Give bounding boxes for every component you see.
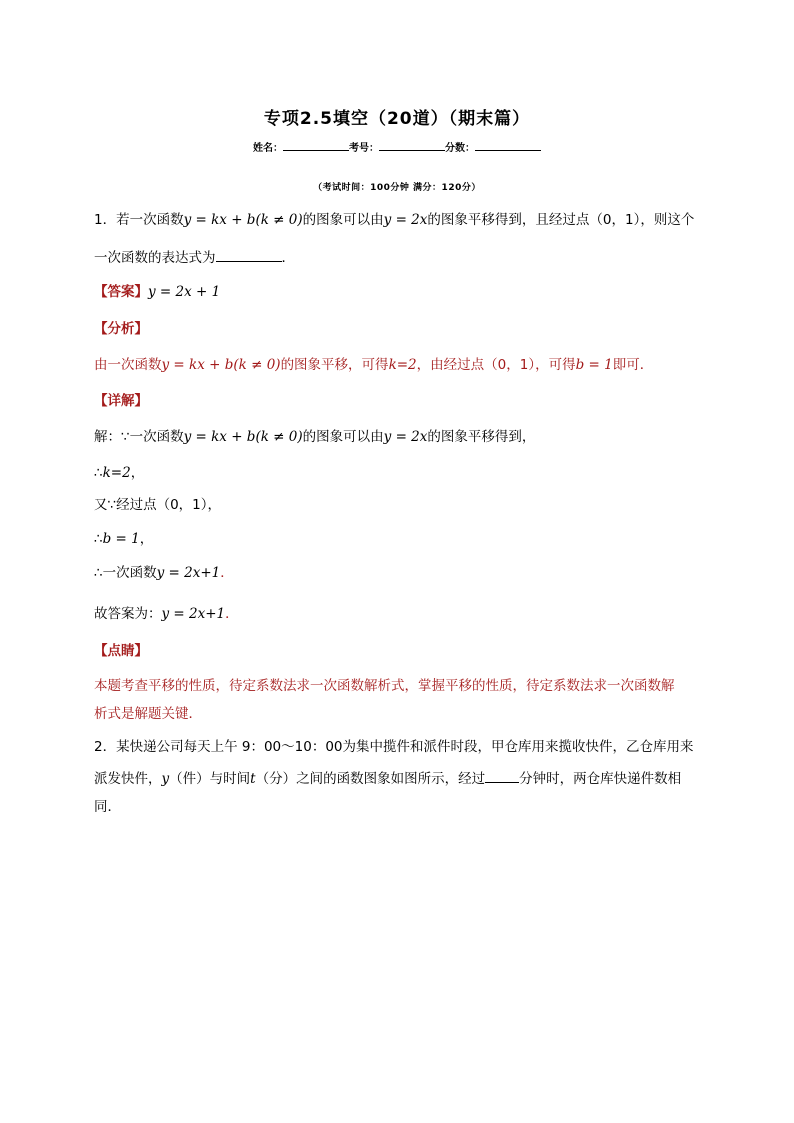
detail-line-2: ∴k=2， [94,465,145,481]
answer-tag: 【答案】 [94,284,148,300]
score-label: 分数： [445,143,475,154]
exam-no-label: 考号： [349,143,379,154]
detail-line-4: ∴b = 1， [94,531,154,547]
comment-line-1: 本题考查平移的性质，待定系数法求一次函数解析式，掌握平移的性质，待定系数法求一次函数解 [94,678,675,694]
answer-formula: y = 2x + 1 [148,284,221,300]
detail-line-6: 故答案为：y = 2x+1． [94,606,239,622]
q1-line-2: 一次函数的表达式为 ． [94,247,295,267]
document-title: 专项2.5填空（20道）（期末篇） [263,109,531,129]
detail-line-1: 解：∵一次函数y = kx + b(k ≠ 0)的图象可以由y = 2x的图象平移得到， [94,429,536,445]
score-blank [475,139,541,151]
answer-blank [485,768,519,783]
detail-line-5: ∴一次函数y = 2x+1． [94,565,234,581]
comment-tag: 【点睛】 [94,643,148,659]
math-formula: y = 2x [383,212,428,228]
q2-line-2: 派发快件，y（件）与时间t（分）之间的函数图象如图所示，经过 分钟时，两仓库快递件数相 [94,768,681,788]
detail-tag: 【详解】 [94,393,148,409]
q2-line-3: 同． [94,799,121,815]
name-blank [283,139,349,151]
analysis-text: 由一次函数y = kx + b(k ≠ 0)的图象平移，可得k=2，由经过点（0，1），可得b = 1即可． [94,357,654,373]
detail-line-3: 又∵经过点（0，1）， [94,497,222,513]
name-label: 姓名： [253,143,283,154]
q1-line-1: 1．若一次函数y = kx + b(k ≠ 0)的图象可以由y = 2x的图象平移得到，且经过点（0，1），则这个 [94,212,695,228]
exam-no-blank [379,139,445,151]
comment-line-2: 析式是解题关键． [94,706,202,722]
exam-note: （考试时间：100分钟 满分：120分） [313,183,481,193]
analysis-tag: 【分析】 [94,321,148,337]
student-info-line [0,139,794,154]
q2-line-1: 2．某快递公司每天上午 9：00～10：00为集中揽件和派件时段，甲仓库用来揽收快件，乙仓库用来 [94,739,694,755]
answer-blank [216,247,282,262]
math-formula: y = kx + b(k ≠ 0) [183,212,303,228]
answer-line [94,283,220,301]
